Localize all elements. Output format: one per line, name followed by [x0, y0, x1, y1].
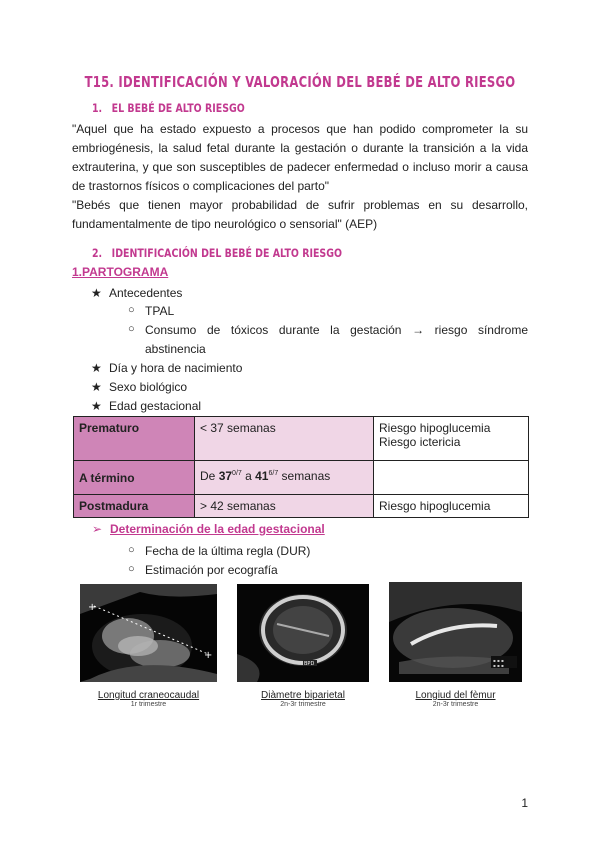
- star-bullet-icon: ★: [91, 361, 102, 375]
- quote-1-line: "Aquel que ha estado expuesto a procesos que han podido comprometer la su: [72, 122, 528, 136]
- item-toxicos: Consumo de tóxicos durante la gestación → riesgo síndrome: [145, 323, 528, 337]
- ultrasound-image-bpd: [237, 584, 369, 682]
- quote-1-line: de trastornos físicos o complicaciones del parto": [72, 179, 330, 193]
- row-label-postmadura: Postmadura: [74, 495, 195, 518]
- circle-bullet-icon: ○: [128, 544, 135, 556]
- caption-crl: Longitud craneocaudal 1r trimestre: [97, 690, 200, 708]
- risk-termino: [374, 461, 529, 495]
- page-number: 1: [521, 796, 528, 810]
- item-dur: Fecha de la última regla (DUR): [145, 544, 311, 558]
- risk-ictericia: Riesgo ictericia: [379, 435, 461, 449]
- svg-text:BPD: BPD: [304, 661, 315, 667]
- table-row: [74, 461, 529, 495]
- section-1-number: 1.: [92, 101, 103, 115]
- arrow-bullet-icon: ➢: [92, 522, 103, 536]
- caption-bpd: Diàmetre biparietal 2n-3r trimestre: [261, 690, 345, 708]
- circle-bullet-icon: ○: [128, 323, 135, 335]
- quote-2-line: "Bebés que tienen mayor probabilidad de sufrir problemas en su desarrollo,: [72, 198, 528, 212]
- item-dia-hora: Día y hora de nacimiento: [109, 361, 243, 375]
- range-prematuro: < 37 semanas: [195, 417, 374, 461]
- circle-bullet-icon: ○: [128, 563, 135, 575]
- item-edad-gestacional: Edad gestacional: [109, 399, 202, 413]
- gestational-age-table: [73, 416, 529, 518]
- svg-text:+: +: [88, 602, 97, 613]
- quote-1-line: embriogénesis, la salud fetal durante la gestación o durante la transición a la vida: [72, 141, 528, 155]
- row-label-termino: A término: [74, 461, 195, 495]
- table-row: [74, 495, 529, 518]
- section-1-title: EL BEBÉ DE ALTO RIESGO: [111, 101, 245, 115]
- ultrasound-femur-icon: [389, 582, 522, 682]
- risk-hipoglucemia: Riesgo hipoglucemia: [379, 421, 491, 435]
- section-1-heading: [92, 101, 245, 115]
- svg-text:▪ ▪ ▪: ▪ ▪ ▪: [493, 663, 504, 668]
- caption-femur: Longiud del fèmur 2n-3r trimestre: [415, 690, 496, 708]
- ultrasound-crl-icon: [80, 584, 217, 682]
- quote-1-line: extrauterina, y que son susceptibles de padecer enfermedad o incluso morir a causa: [72, 160, 528, 174]
- item-antecedentes: Antecedentes: [109, 286, 183, 300]
- item-ecografia: Estimación por ecografía: [145, 563, 278, 577]
- circle-bullet-icon: ○: [128, 304, 135, 316]
- range-postmadura: > 42 semanas: [195, 495, 374, 518]
- section-2-title: IDENTIFICACIÓN DEL BEBÉ DE ALTO RIESGO: [111, 246, 342, 260]
- item-tpal: TPAL: [145, 304, 175, 318]
- partograma-heading: 1.PARTOGRAMA: [72, 265, 169, 279]
- determinacion-link[interactable]: Determinación de la edad gestacional: [110, 522, 325, 536]
- page-title: T15. IDENTIFICACIÓN Y VALORACIÓN DEL BEBÉ DE ALTO RIESGO: [84, 73, 516, 91]
- definition-quote-2: [72, 196, 528, 234]
- star-bullet-icon: ★: [91, 399, 102, 413]
- ultrasound-image-crl: [80, 584, 217, 682]
- svg-text:+: +: [204, 650, 213, 661]
- star-bullet-icon: ★: [91, 286, 102, 300]
- ultrasound-image-femur: [389, 582, 522, 682]
- item-sexo: Sexo biológico: [109, 380, 188, 394]
- risk-prematuro: [374, 417, 529, 461]
- section-2-number: 2.: [92, 246, 103, 260]
- range-termino: De $37^{0/7}$ a $41^{6/7}$ semanas: [195, 461, 374, 495]
- star-bullet-icon: ★: [91, 380, 102, 394]
- quote-2-line: fundamentalmente de tipo neurológico o sensorial" (AEP): [72, 217, 378, 231]
- ultrasound-bpd-icon: [237, 584, 369, 682]
- svg-text:▪ ▪ ▪: ▪ ▪ ▪: [493, 658, 504, 663]
- definition-quote-1: [72, 120, 528, 196]
- section-2-heading: [92, 246, 342, 260]
- table-row: [74, 417, 529, 461]
- risk-postmadura: Riesgo hipoglucemia: [374, 495, 529, 518]
- item-toxicos-cont: abstinencia: [145, 342, 206, 356]
- row-label-prematuro: Prematuro: [74, 417, 195, 461]
